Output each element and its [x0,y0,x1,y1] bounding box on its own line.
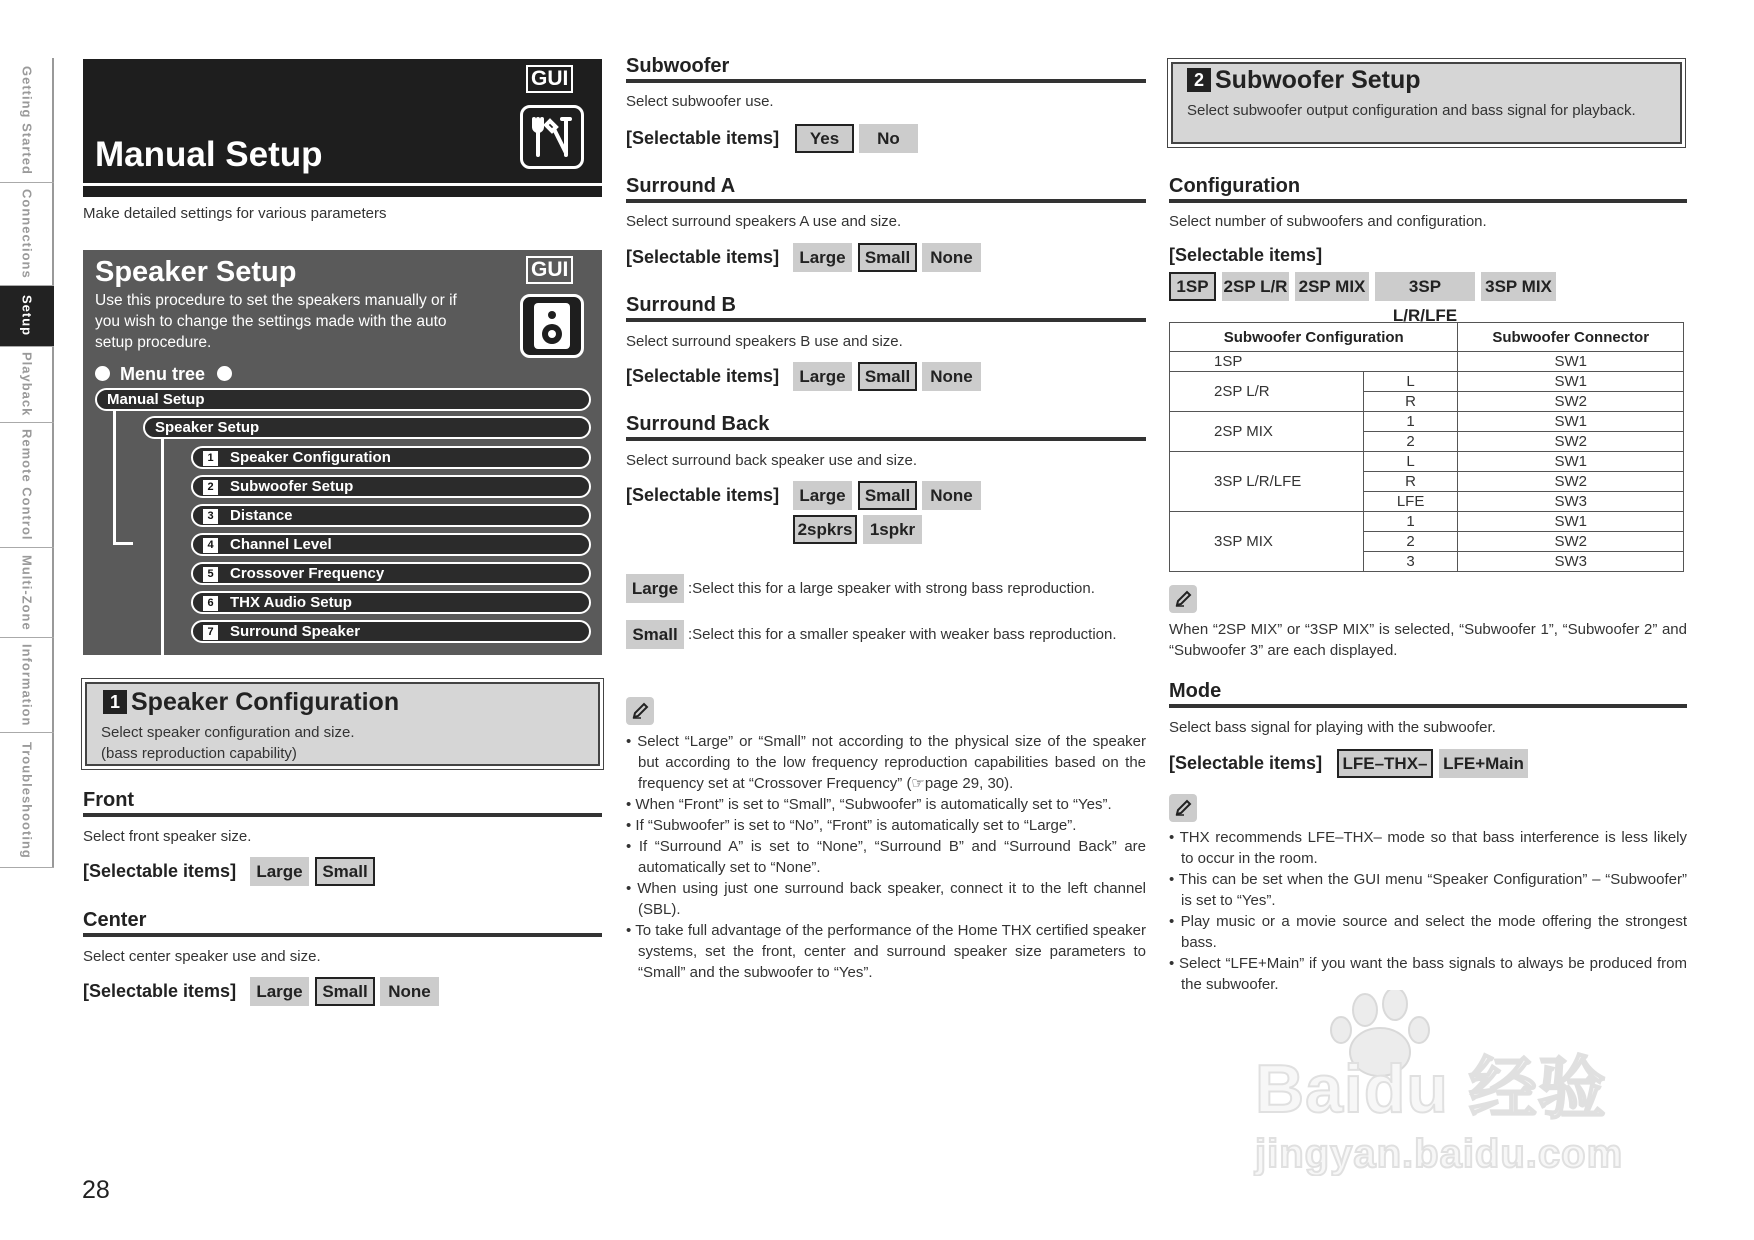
subwoofer-connector-table [1169,322,1684,572]
table-row [1170,412,1684,432]
table-cell: 3SP MIX [1170,512,1364,572]
speaker-icon [520,294,584,358]
table-cell: 2SP MIX [1170,412,1364,452]
def-term-large: Large [626,574,684,603]
front-heading: Front [83,789,602,817]
table-row [1170,372,1684,392]
selectable-items-label: [Selectable items] [1169,245,1323,265]
table-cell: 2SP L/R [1170,372,1364,412]
selectable-items-label: [Selectable items] [626,485,780,505]
watermark-text [1255,1035,1623,1177]
front-desc: Select front speaker size. [83,828,252,845]
selectable-items-label: [Selectable items] [1169,753,1323,773]
table-cell: R [1363,392,1458,412]
page-number: 28 [82,1176,110,1204]
side-tab-troubleshooting[interactable]: Troubleshooting [0,733,54,868]
surround-a-desc: Select surround speakers A use and size. [626,213,902,230]
tree-line [113,542,133,545]
speaker-setup-title: Speaker Setup [95,256,297,288]
note-item: • If “Surround A” is set to “None”, “Surround B” and “Surround Back” are automatically set to “None”. [626,836,1146,878]
table-cell: R [1363,472,1458,492]
selectable-items-label: [Selectable items] [83,981,237,1001]
surround-b-option-none[interactable]: None [922,362,981,391]
table-cell: SW1 [1458,412,1684,432]
note-item: • When using just one surround back speaker, connect it to the left channel (SBL). [626,878,1146,920]
surround-b-heading: Surround B [626,294,1146,322]
surround-back-option-large[interactable]: Large [793,481,852,510]
subwoofer-option-yes[interactable]: Yes [795,124,854,153]
tree-branch-speaker-setup[interactable]: Speaker Setup [143,416,591,439]
subwoofer-setup-title: 2 Subwoofer Setup [1187,66,1421,95]
mode-desc: Select bass signal for playing with the subwoofer. [1169,719,1496,736]
pencil-icon [1169,585,1197,613]
subwoofer-option-no[interactable]: No [859,124,918,153]
notes-middle [626,731,1146,983]
def-text-large: :Select this for a large speaker with strong bass reproduction. [688,580,1095,597]
pencil-icon-graphic [1173,798,1193,818]
surround-back-option-1spkr[interactable]: 1spkr [863,515,922,544]
note-item: • THX recommends LFE–THX– mode so that bass interference is less likely to occur in the room. [1169,827,1687,869]
side-tab-getting-started[interactable]: Getting Started [0,58,54,183]
table-header: Subwoofer Connector [1458,323,1684,352]
front-option-large[interactable]: Large [250,857,309,886]
configuration-note: When “2SP MIX” or “3SP MIX” is selected, “Subwoofer 1”, “Subwoofer 2” and “Subwoofer 3” are each displayed. [1169,621,1687,659]
pencil-icon-graphic [1173,589,1193,609]
subwoofer-setup-box [1171,62,1682,144]
config-option-3sp-lr-lfe[interactable]: 3SP L/R/LFE [1375,272,1475,301]
mode-heading: Mode [1169,680,1687,708]
note-item: • If “Subwoofer” is set to “No”, “Front” is automatically set to “Large”. [626,815,1146,836]
side-tab-information[interactable]: Information [0,638,54,733]
selectable-items-label: [Selectable items] [626,247,780,267]
note-item: • To take full advantage of the performance of the Home THX certified speaker systems, set the front, center and surround speaker size parameters to “Small” and the subwoofer to “Yes”. [626,920,1146,983]
bullet-icon [95,366,110,381]
selectable-items-label: [Selectable items] [626,128,780,148]
config-option-1sp[interactable]: 1SP [1169,272,1216,301]
manual-setup-desc: Make detailed settings for various parameters [83,205,387,222]
note-item: • Play music or a movie source and select the mode offering the strongest bass. [1169,911,1687,953]
table-cell: 3SP L/R/LFE [1170,452,1364,512]
center-option-large[interactable]: Large [250,977,309,1006]
surround-a-option-large[interactable]: Large [793,243,852,272]
table-header-row [1170,323,1684,352]
gui-badge-2: GUI [526,256,573,284]
selectable-items-label: [Selectable items] [83,861,237,881]
center-heading: Center [83,909,602,937]
mode-option-lfe-thx[interactable]: LFE–THX– [1337,749,1433,778]
center-option-small[interactable]: Small [315,977,375,1006]
table-cell: SW3 [1458,492,1684,512]
surround-back-heading: Surround Back [626,413,1146,441]
tree-item-thx-audio-setup[interactable]: 6 THX Audio Setup [191,591,591,614]
speaker-icon-graphic [530,301,574,351]
tree-item-surround-speaker[interactable]: 7 Surround Speaker [191,620,591,643]
tree-item-channel-level[interactable]: 4 Channel Level [191,533,591,556]
tree-item-subwoofer-setup[interactable]: 2 Subwoofer Setup [191,475,591,498]
note-item: • Select “LFE+Main” if you want the bass signals to always be produced from the subwoofer. [1169,953,1687,995]
surround-a-option-small[interactable]: Small [858,243,917,272]
tree-root-manual-setup[interactable]: Manual Setup [95,388,591,411]
config-option-2sp-lr[interactable]: 2SP L/R [1222,272,1289,301]
table-cell: SW2 [1458,432,1684,452]
table-row [1170,352,1684,372]
surround-back-option-small[interactable]: Small [858,481,917,510]
page-title: Manual Setup [95,135,323,174]
side-tab-remote-control[interactable]: Remote Control [0,423,54,548]
configuration-desc: Select number of subwoofers and configuration. [1169,213,1487,230]
side-tab-setup[interactable]: Setup [0,286,54,347]
side-tabs [0,58,54,868]
speaker-setup-block [83,250,602,655]
table-cell: 3 [1363,552,1458,572]
tree-item-crossover-frequency[interactable]: 5 Crossover Frequency [191,562,591,585]
table-cell: SW1 [1458,372,1684,392]
speaker-setup-desc: Use this procedure to set the speakers manually or if you wish to change the settings made with the auto setup procedure. [95,292,457,351]
manual-setup-header [83,59,602,197]
table-cell: 2 [1363,432,1458,452]
table-cell: SW1 [1458,512,1684,532]
speaker-configuration-box [85,682,600,766]
tree-item-speaker-configuration[interactable]: 1 Speaker Configuration [191,446,591,469]
table-cell: 2 [1363,532,1458,552]
surround-back-desc: Select surround back speaker use and size. [626,452,917,469]
front-option-small[interactable]: Small [315,857,375,886]
table-cell: LFE [1363,492,1458,512]
table-cell: 1SP [1170,352,1458,372]
table-cell: SW1 [1458,452,1684,472]
selectable-items-label: [Selectable items] [626,366,780,386]
table-row [1170,452,1684,472]
speaker-configuration-desc2: (bass reproduction capability) [101,745,297,762]
table-cell: 1 [1363,412,1458,432]
surround-back-option-none[interactable]: None [922,481,981,510]
note-item: • When “Front” is set to “Small”, “Subwoofer” is automatically set to “Yes”. [626,794,1146,815]
note-item: • Select “Large” or “Small” not according to the physical size of the speaker but according to the low frequency reproduction capabilities based on the frequency set at “Crossover Frequency” (☞page 29, 30). [626,731,1146,794]
surround-back-option-2spkrs[interactable]: 2spkrs [793,515,857,544]
subwoofer-heading: Subwoofer [626,55,1146,83]
table-cell: SW2 [1458,532,1684,552]
side-tab-multi-zone[interactable]: Multi-Zone [0,548,54,638]
surround-b-option-large[interactable]: Large [793,362,852,391]
surround-a-option-none[interactable]: None [922,243,981,272]
surround-b-option-small[interactable]: Small [858,362,917,391]
bullet-icon [217,366,232,381]
pencil-icon [626,697,654,725]
center-desc: Select center speaker use and size. [83,948,321,965]
center-option-none[interactable]: None [380,977,439,1006]
header-stripe [83,183,602,197]
config-option-2sp-mix[interactable]: 2SP MIX [1295,272,1369,301]
speaker-configuration-desc1: Select speaker configuration and size. [101,724,355,741]
table-cell: 1 [1363,512,1458,532]
table-cell: SW1 [1458,352,1684,372]
tree-item-distance[interactable]: 3 Distance [191,504,591,527]
side-tab-connections[interactable]: Connections [0,183,54,286]
table-row [1170,512,1684,532]
config-option-3sp-mix[interactable]: 3SP MIX [1481,272,1556,301]
notes-right [1169,827,1687,995]
surround-a-heading: Surround A [626,175,1146,203]
def-text-small: :Select this for a smaller speaker with weaker bass reproduction. [688,626,1117,643]
surround-b-desc: Select surround speakers B use and size. [626,333,903,350]
subwoofer-desc: Select subwoofer use. [626,93,774,110]
table-cell: L [1363,452,1458,472]
watermark-line: jingyan.baidu.com [1255,1132,1624,1176]
side-tab-playback[interactable]: Playback [0,347,54,423]
tools-icon-graphic [528,113,576,161]
gui-badge: GUI [526,65,573,93]
configuration-heading: Configuration [1169,175,1687,203]
menu-tree-label: Menu tree [95,364,232,385]
tools-icon [520,105,584,169]
tree-line [113,400,116,544]
baidu-watermark [1255,990,1675,1176]
mode-option-lfe-main[interactable]: LFE+Main [1439,749,1528,778]
pencil-icon-graphic [630,701,650,721]
def-term-small: Small [626,620,684,649]
subwoofer-setup-desc: Select subwoofer output configuration and bass signal for playback. [1187,102,1636,119]
table-cell: SW2 [1458,472,1684,492]
table-header: Subwoofer Configuration [1170,323,1458,352]
pencil-icon [1169,794,1197,822]
watermark-line: Baidu 经验 [1255,1051,1607,1127]
table-cell: SW3 [1458,552,1684,572]
speaker-configuration-title: 1 Speaker Configuration [103,688,399,717]
table-cell: L [1363,372,1458,392]
table-cell: SW2 [1458,392,1684,412]
note-item: • This can be set when the GUI menu “Speaker Configuration” – “Subwoofer” is set to “Yes”. [1169,869,1687,911]
